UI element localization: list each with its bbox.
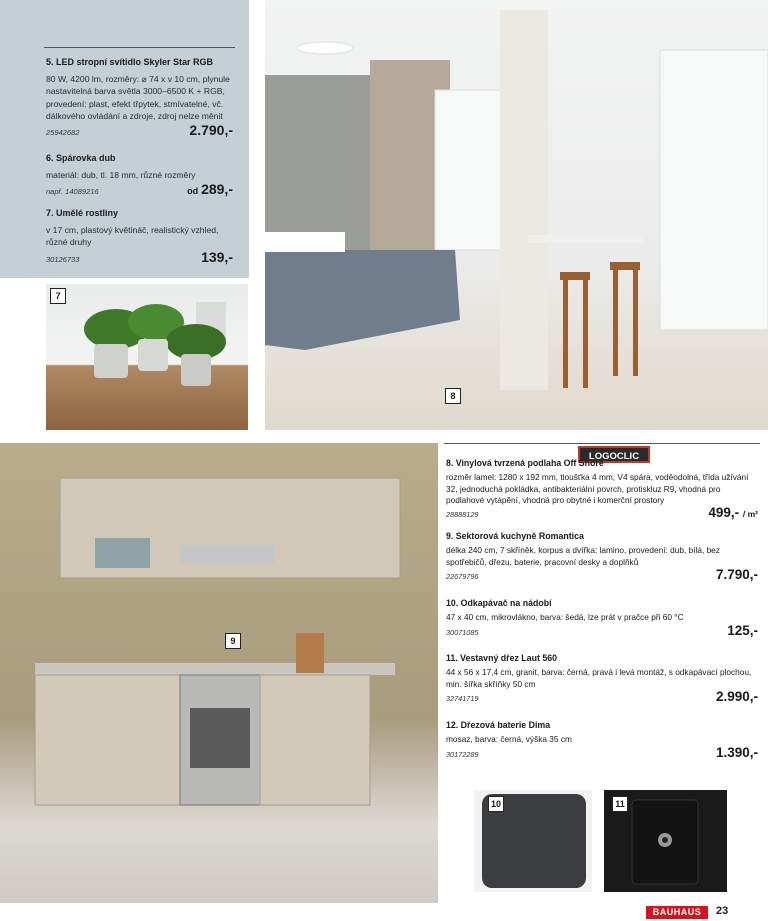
product-description: 44 x 56 x 17,4 cm, granit, barva: černá, pravá i levá montáž, s odkapávací plochou, min. šířka skříňky 50 cm bbox=[446, 667, 752, 689]
product-code: např. 14089216 bbox=[46, 187, 99, 197]
photo-number-label: 9 bbox=[225, 633, 241, 649]
product-price: 499,- / m² bbox=[708, 505, 758, 521]
kitchen-illustration bbox=[0, 443, 438, 903]
product-item bbox=[46, 152, 233, 199]
product-description: délka 240 cm, 7 skříněk, korpus a dvířka: lamino, provedení: dub, bílá, bez spotřebičů, dřezu, baterie, pracovní desky a doplňků bbox=[446, 545, 720, 567]
product-code: 32741719 bbox=[446, 693, 479, 703]
product-item bbox=[446, 598, 758, 638]
photo-number-label: 8 bbox=[445, 388, 461, 404]
product-item bbox=[46, 56, 233, 139]
product-code: 25942682 bbox=[46, 128, 80, 138]
product-code: 30126733 bbox=[46, 254, 80, 264]
product-description: materiál: dub, tl. 18 mm, různé rozměry bbox=[46, 170, 196, 181]
info-panel bbox=[0, 0, 249, 278]
divider bbox=[444, 443, 760, 444]
product-item bbox=[446, 720, 758, 760]
product-item bbox=[446, 531, 758, 582]
product-description: 80 W, 4200 lm, rozměry: ⌀ 74 x v 10 cm, plynule nastavitelná barva světla 3000–6500 K + RGB, provedení: plast, efekt třpytek, stmívatelné, vč. dálkového ovládání a zdroje, zdroj nelze měnit bbox=[46, 74, 230, 121]
product-item bbox=[446, 458, 758, 520]
product-title: 5. LED stropní svítidlo Skyler Star RGB bbox=[46, 57, 214, 67]
product-price: 7.790,- bbox=[715, 566, 758, 582]
product-description: 47 x 40 cm, mikrovlákno, barva: šedá, lze prát v pračce při 60 °C bbox=[446, 612, 684, 623]
product-title: 6. Spárovka dub bbox=[46, 153, 116, 163]
product-price: 139,- bbox=[201, 248, 233, 265]
photo-number-label: 7 bbox=[50, 288, 66, 304]
bedroom-photo bbox=[265, 0, 768, 430]
product-code: 30071085 bbox=[446, 627, 479, 637]
product-title: 8. Vinylová tvrzená podlaha Off Shore bbox=[446, 458, 604, 468]
product-item bbox=[446, 653, 758, 704]
product-code: 22679796 bbox=[446, 571, 479, 581]
logoclic-logo: LOGOCLIC bbox=[578, 446, 650, 463]
granite-sink-photo bbox=[604, 790, 727, 892]
product-description: mosaz, barva: černá, výška 35 cm bbox=[446, 734, 572, 745]
divider bbox=[44, 47, 235, 48]
product-title: 11. Vestavný dřez Laut 560 bbox=[446, 653, 558, 663]
product-price: od 289,- bbox=[187, 181, 233, 198]
photo-number-label: 11 bbox=[612, 796, 628, 812]
product-price: 125,- bbox=[727, 622, 758, 638]
product-price: 1.390,- bbox=[715, 744, 758, 760]
plants-illustration bbox=[46, 284, 248, 430]
product-item bbox=[46, 207, 233, 266]
bedroom-illustration bbox=[265, 0, 768, 430]
page-number: 23 bbox=[716, 905, 729, 917]
product-title: 12. Dřezová baterie Dima bbox=[446, 720, 551, 730]
product-code: 28888129 bbox=[446, 510, 479, 520]
bauhaus-logo: BAUHAUS bbox=[646, 906, 708, 919]
photo-number-label: 10 bbox=[488, 796, 504, 812]
product-title: 7. Umělé rostliny bbox=[46, 208, 119, 218]
product-price: 2.790,- bbox=[189, 122, 233, 139]
drying-mat-photo bbox=[474, 790, 592, 892]
product-description: rozměr lamel: 1280 x 192 mm, tloušťka 4 mm, V4 spára, voděodolná, třída užívání 32, jednoduchá pokládka, antibakteriální povrch, protiskluz R9, vhodná pro podlahové vytápění, vhodná pro obytné i komerční prostory bbox=[446, 472, 749, 505]
product-title: 10. Odkapávač na nádobí bbox=[446, 598, 552, 608]
product-title: 9. Sektorová kuchyně Romantica bbox=[446, 531, 584, 541]
artificial-plants-photo bbox=[46, 284, 248, 430]
product-code: 30172289 bbox=[446, 749, 479, 759]
product-price: 2.990,- bbox=[715, 688, 758, 704]
kitchen-photo bbox=[0, 443, 438, 903]
product-description: v 17 cm, plastový květináč, realistický vzhled, různé druhy bbox=[46, 225, 219, 248]
